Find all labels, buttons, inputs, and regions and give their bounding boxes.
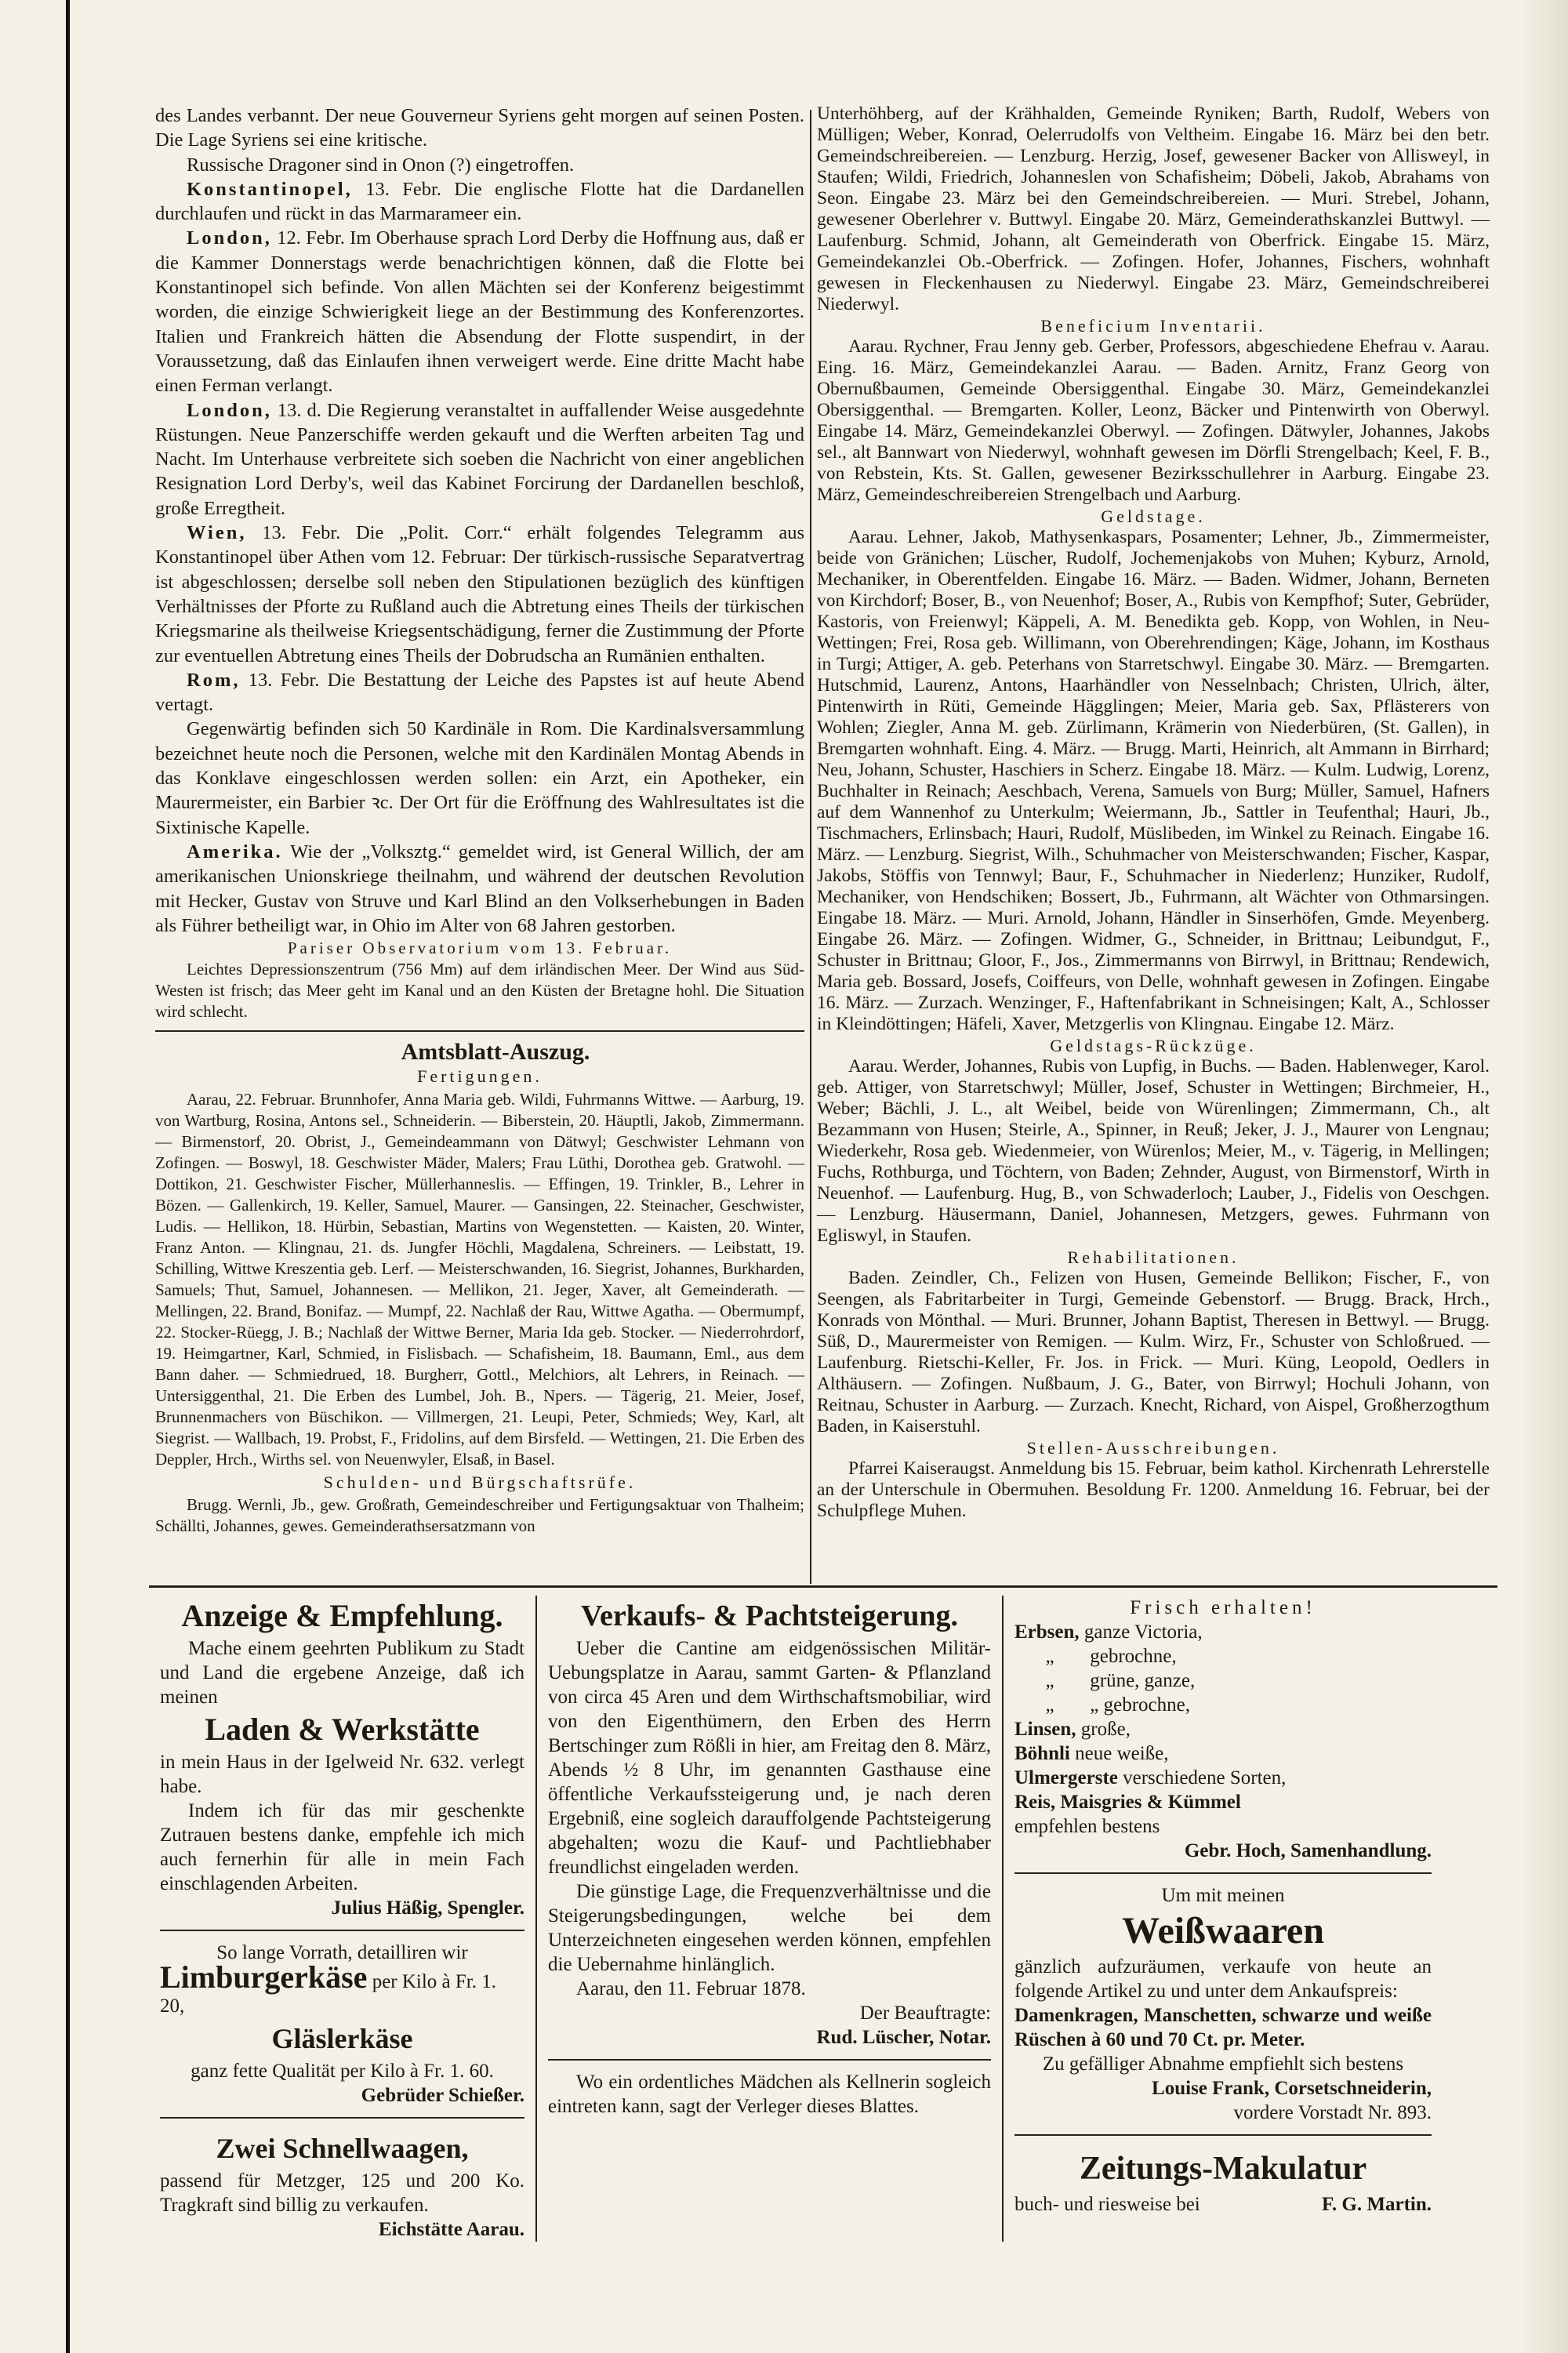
ad-waagen-signature: Eichstätte Aarau. [378, 2219, 524, 2240]
ad-frisch-item [1014, 1669, 1432, 1693]
ad-frisch-outro: empfehlen bestens [1014, 1816, 1160, 1837]
ad-makulatur-headline: Zeitungs-Makulatur [1079, 2151, 1367, 2187]
rehabilitationen-title: Rehabilitationen. [1067, 1247, 1240, 1267]
news-text: Russische Dragoner sind in Onon (?) eingetroffen. [187, 154, 575, 176]
ad-rule [160, 1930, 524, 1931]
news-item [155, 103, 804, 153]
ad-frisch-item [1014, 1790, 1432, 1814]
ads-column-right [1004, 1596, 1443, 2242]
ad-frisch-item-name: „ [1045, 1670, 1054, 1691]
observatory-text: Leichtes Depressionszentrum (756 Mm) auf dem irländischen Meer. Der Wind aus Süd-Westen ist frisch; das Meer geht im Kanal und an den Küsten der Bretagne hohl. Die Situation wird schlecht. [155, 960, 804, 1022]
rueckzuege-title: Geldstags-Rückzüge. [1050, 1036, 1257, 1055]
ad-frisch-title: Frisch erhalten! [1130, 1597, 1316, 1618]
ads-divider [149, 1585, 1497, 1588]
news-text: 12. Febr. Im Oberhause sprach Lord Derby die Hoffnung aus, daß er die Kammer Donnerstags werde benachrichtigen können, daß die Flotte bei Konstantinopel sich befinde. Von allen Mächten sei der Konferenz beigestimmt worden, die einzige Schwierigkeit liege an der Bestimmung des Konferenzortes. Italien und Frankreich hätten die Absendung der Flotte suspendirt, in der Voraussetzung, daß das Einlaufen ihnen verweigert werde. Eine dritte Macht habe einen Ferman verlangt. [155, 227, 804, 397]
news-item [155, 226, 804, 398]
ad-kaese-item2: Gläslerkäse [271, 2023, 413, 2054]
ad-empfehlung-address: in mein Haus in der Igelweid Nr. 632. verlegt habe. [160, 1752, 524, 1797]
ad-kellnerin-text: Wo ein ordentliches Mädchen als Kellnerin sogleich eintreten kann, sagt der Verleger dieses Blattes. [548, 2072, 991, 2117]
ad-weisswaaren-signature: Louise Frank, Corsetschneiderin, [1152, 2078, 1432, 2099]
news-dateline: Konstantinopel, [187, 178, 353, 200]
ad-frisch-item-desc: neue weiße, [1075, 1743, 1169, 1764]
ad-weisswaaren-address: vordere Vorstadt Nr. 893. [1233, 2102, 1432, 2123]
page-binding-edge [66, 0, 70, 2353]
ad-steigerung-title: Verkaufs- & Pachtsteigerung. [581, 1600, 958, 1632]
ad-weisswaaren-body: gänzlich aufzuräumen, verkaufe von heute an folgende Artikel zu und unter dem Ankaufspreis: [1014, 1956, 1432, 2002]
ad-kaese-intro: So lange Vorrath, detailliren wir [216, 1942, 468, 1963]
rehabilitationen-text: Baden. Zeindler, Ch., Felizen von Husen, Gemeinde Bellikon; Fischer, F., von Seengen, als Fabritarbeiter in Turgi, Gemeinde Gebenstorf. — Brugg. Brack, Hrch., Konrads von Mönthal. — Muri. Brunner, Johann Baptist, Theresen in Bettwyl. — Brugg. Süß, D., Maurermeister von Remigen. — Kulm. Wirz, Fr., Schuster von Schloßrued. — Laufenburg. Rietschi-Keller, Fr. Jos. in Frick. — Muri. Küng, Leopold, Oedlers in Althäusern. — Zofingen. Nußbaum, J. G., Bater, von Birrwyl; Hochuli Johann, von Reitnau, Schuster in Aarburg. — Zurzach. Knecht, Richard, von Aispel, Großherzogthum Baden, in Kaiserstuhl. [817, 1268, 1490, 1436]
news-dateline: Rom, [187, 669, 241, 691]
ad-empfehlung-signature: Julius Häßig, Spengler. [331, 1897, 524, 1919]
ad-steigerung-signature: Rud. Lüscher, Notar. [816, 2027, 991, 2048]
ad-rule [1014, 2134, 1432, 2136]
ad-frisch-item [1014, 1741, 1432, 1766]
advertisements [149, 1596, 1443, 2242]
news-dateline: London, [187, 227, 272, 249]
ad-frisch-item [1014, 1620, 1432, 1644]
news-text: 13. Febr. Die englische Flotte hat die Dardanellen durchlaufen und rückt in das Marmarameer ein. [155, 178, 804, 225]
ad-kaese-item1-price: per Kilo à Fr. 1. 20, [160, 1971, 497, 2017]
intro-text: Unterhöhberg, auf der Krähhalden, Gemeinde Ryniken; Barth, Rudolf, Webers von Mülligen; Weber, Konrad, Oelerrudolfs von Veltheim. Eingabe 16. März bei den betr. Gemeindschreibereien. — Lenzburg. Herzig, Josef, gewesener Backer von Allisweyl, in Staufen; Wildi, Friedrich, Johanneslen von Schafisheim; Döbeli, Jakob, Abrahams von Seon. Eingabe 23. März bei den Gemeindschreibereien. — Muri. Strebel, Johann, gewesener Oberlehrer v. Buttwyl. Eingabe 20. März, Gemeinderathskanzlei Buttwyl. — Laufenburg. Schmid, Johann, alt Gemeinderath von Oberfrick. Eingabe 15. März, Gemeindekanzlei Ob.-Oberfrick. — Zofingen. Hofer, Johannes, Fischers, wohnhaft gewesen in Fleckenhausen zu Niederwyl. Eingabe 23. März, Gemeindschreiberei Niederwyl. [817, 103, 1490, 314]
news-item [155, 398, 804, 521]
ad-frisch-item [1014, 1693, 1432, 1717]
ads-column-middle [537, 1596, 1004, 2242]
ad-rule [1014, 1872, 1432, 1874]
ad-frisch-item-name: Böhnli [1014, 1743, 1070, 1764]
fertigungen-text: Aarau, 22. Februar. Brunnhofer, Anna Maria geb. Wildi, Fuhrmanns Wittwe. — Aarburg, 19. von Wartburg, Rosina, Antons sel., Schneiderin. — Biberstein, 20. Häuptli, Jakob, Zimmermann. — Birmenstorf, 20. Obrist, J., Gemeindeammann von Dätwyl; Geschwister Lehmann von Zofingen. — Boswyl, 18. Geschwister Mäder, Malers; Frau Lüthi, Dorothea geb. Gratwohl. — Dottikon, 21. Geschwister Fischer, Müllerhanneslis. — Effingen, 19. Trinkler, B., Lehrer in Bözen. — Gallenkirch, 19. Keller, Samuel, Maurer. — Gansingen, 22. Steinacher, Geschwister, Ludis. — Hellikon, 18. Hürbin, Sebastian, Martins von Wegenstetten. — Kaisten, 20. Winter, Franz Anton. — Klingnau, 21. ds. Jungfer Höchli, Magdalena, Schreiners. — Leibstatt, 19. Schilling, Wittwe Kreszentia geb. Lerf. — Meisterschwanden, 16. Siegrist, Johannes, Burkharden, Samuels; Thut, Samuel, Johannesen. — Mellikon, 21. Jeger, Xaver, alt Gemeinderath. — Mellingen, 22. Brand, Bonifaz. — Mumpf, 22. Nachlaß der Rau, Wittwe Agatha. — Obermumpf, 22. Stocker-Rüegg, J. B.; Nachlaß der Wittwe Berner, Maria Ida geb. Stocker. — Niederrohrdorf, 19. Heimgartner, Karl, Schmied, in Fislisbach. — Schafisheim, 18. Baumann, Eml., aus dem Bann daher. — Schmiedrued, 18. Burgherr, Gottl., Melchiors, alt Lehrers, in Reinach. — Untersiggenthal, 21. Die Erben des Lumbel, Joh. B., Npers. — Tägerig, 21. Meier, Josef, Brunnenmachers von Büschikon. — Villmergen, 21. Leupi, Peter, Schmieds; Wey, Karl, alt Siegrist. — Wallbach, 19. Probst, F., Fridolins, auf dem Birsfeld. — Wettingen, 21. Die Erben des Deppler, Hrch., Wirths sel. von Neuenwyler, Elsaß, in Basel. [155, 1089, 804, 1469]
news-text: Gegenwärtig befinden sich 50 Kardinäle in Rom. Die Kardinalsversammlung bezeichnet heute noch die Personen, welche mit den Kardinälen Montag Abends in das Konklave eingeschlossen werden sollen: ein Arzt, ein Apotheker, ein Maurermeister, ein Barbier ꝛc. Der Ort für die Eröffnung des Wahlresultates ist die Sixtinische Kapelle. [155, 718, 804, 838]
ad-steigerung-role: Der Beauftragte: [859, 2003, 991, 2024]
stellen-title: Stellen-Ausschreibungen. [1026, 1438, 1280, 1458]
news-text: 13. d. Die Regierung veranstaltet in auffallender Weise ausgedehnte Rüstungen. Neue Panzerschiffe werden gekauft und die Werften arbeiten Tag und Nacht. Im Unterhause verbreitete sich soeben die Nachricht von einer angeblichen Resignation Lord Derby's, weil das Kabinet Forcirung der Dardanellen beschloß, große Erregtheit. [155, 399, 804, 519]
ad-weisswaaren-outro: Zu gefälliger Abnahme empfiehlt sich bestens [1042, 2053, 1404, 2075]
ad-makulatur-body: buch- und riesweise bei [1014, 2194, 1200, 2215]
ad-frisch-item [1014, 1644, 1432, 1669]
left-column [155, 103, 804, 1537]
news-dateline: Wien, [187, 522, 247, 544]
geldstage-title: Geldstage. [1101, 507, 1206, 526]
ad-rule [160, 2117, 524, 2119]
ad-weisswaaren-headline: Weißwaaren [1122, 1910, 1324, 1952]
ad-frisch-item-desc: grüne, ganze, [1090, 1670, 1196, 1691]
ad-frisch-item-name: „ [1045, 1646, 1054, 1667]
news-dateline: Amerika. [187, 841, 283, 862]
news-dateline: London, [187, 399, 272, 421]
news-item [155, 840, 804, 938]
ad-frisch-list [1014, 1620, 1432, 1814]
ad-frisch-item-desc: große, [1080, 1719, 1131, 1740]
news-item [155, 717, 804, 839]
beneficium-title: Beneficium Inventarii. [1040, 316, 1266, 336]
schulden-text: Brugg. Wernli, Jb., gew. Großrath, Gemeindeschreiber und Fertigungsaktuar von Thalheim; Schällti, Johannes, gewes. Gemeinderathsersatzmann von [155, 1494, 804, 1535]
ad-frisch-item [1014, 1766, 1432, 1790]
column-divider [810, 110, 811, 1584]
ad-frisch-item-name: Reis, Maisgries & Kümmel [1014, 1792, 1241, 1813]
rueckzuege-text: Aarau. Werder, Johannes, Rubis von Lupfig, in Buchs. — Baden. Hablenweger, Karol. geb. Attiger, von Starretschwyl; Müller, Josef, Schuster in Wettingen; Birchmeier, H., Weber; Bächli, J. L., alt Weibel, beide von Würenlingen; Zimmermann, Ch., alt Bezammann von Husen; Steirle, A., Spinner, in Reuß; Jeker, J. J., Maurer von Lengnau; Wiederkehr, Rosa geb. Wiedenmeier, von Würenlos; Meier, M., v. Tägerig, in Mellingen; Fuchs, Rothburga, und Töchtern, von Baden; Zehnder, August, von Birmenstorf, Wirth in Neuenhof. — Laufenburg. Hug, B., von Schwaderloch; Lauber, J., Fidelis von Oeschgen. — Lenzburg. Häusermann, Daniel, Johannesen, Metzgers, gewes. Fuhrmann von Egliswyl, in Staufen. [817, 1056, 1490, 1246]
ad-kaese-item2-price: ganz fette Qualität per Kilo à Fr. 1. 60. [191, 2061, 494, 2082]
ad-steigerung-body2: Die günstige Lage, die Frequenzverhältnisse und die Steigerungsbedingungen, welche bei dem Unterzeichneten eingesehen werden können, empfehlen die Uebernahme hinlänglich. [548, 1881, 991, 1975]
stellen-text: Pfarrei Kaiseraugst. Anmeldung bis 15. Februar, beim kathol. Kirchenrath Lehrerstelle an der Unterschule in Obermuhen. Besoldung Fr. 1200. Anmeldung 16. Februar, bei der Schulpflege Muhen. [817, 1458, 1490, 1521]
news-text: des Landes verbannt. Der neue Gouverneur Syriens geht morgen auf seinen Posten. Die Lage Syriens sei eine kritische. [155, 105, 804, 151]
ad-frisch-item-desc: „ gebrochne, [1090, 1694, 1190, 1716]
ad-frisch-signature: Gebr. Hoch, Samenhandlung. [1184, 1840, 1432, 1861]
section-rule [155, 1030, 804, 1032]
fertigungen-title: Fertigungen. [417, 1066, 543, 1087]
ad-frisch-item [1014, 1717, 1432, 1741]
ad-frisch-item-name: „ [1045, 1694, 1054, 1716]
news-item [155, 177, 804, 227]
geldstage-text: Aarau. Lehner, Jakob, Mathysenkaspars, Posamenter; Lehner, Jb., Zimmermeister, beide von Gränichen; Lüscher, Rudolf, Jochemenjakobs von Muhen; Kyburz, Arnold, Mechaniker, in Oberentfelden. Eingabe 16. März. — Baden. Widmer, Johann, Berneten von Kirchdorf; Boser, B., von Neuenhof; Boser, A., Rubis von Kempfhof; Suter, Gebrüder, Kastoris, von Freienwyl; Käppeli, A. M. Benedikta geb. Kopp, von Wohlen, in Neu-Wettingen; Frei, Rosa geb. Willimann, von Oberehrendingen; Käge, Johann, im Kosthaus in Turgi; Attiger, A. geb. Peterhans von Starretschwyl. Eingabe 30. März. — Bremgarten. Hutschmid, Laurenz, Antons, Haarhändler von Nesselnbach; Christen, Ulrich, älter, Pintenwirth in Rüti, Gemeinde Hägglingen; Meier, Maria geb. Sax, Pflästerers von Wohlen; Ziegler, Anna M. geb. Zürlimann, Krämerin von Niederbüren, (St. Gallen), in Bremgarten wohnhaft. Eing. 4. März. — Brugg. Marti, Heinrich, alt Ammann in Birrhard; Neu, Johann, Schuster, Haschiers in Scherz. Eingabe 18. März. — Kulm. Ludwig, Lorenz, Buchhalter in Reinach; Aeschbach, Verena, Samuels von Burg; Müller, Samuel, Hafners auf dem Wannenhof zu Unterkulm; Weiermann, Jb., Sattler in Teufenthal; Hauri, Jb., Tischmachers, Erlinsbach; Hauri, Rudolf, Müslibeden, im Winkel zu Reinach. Eingabe 16. März. — Lenzburg. Siegrist, Wilh., Schuhmacher von Meisterschwanden; Fischer, Kaspar, Jakobs, Stöffis von Tennwyl; Baur, F., Schuhmacher in Niederlenz; Hunziker, Rudolf, Mechaniker, von Hendschiken; Bossert, Jb., Fuhrmann, alt Wächter von Othmarsingen. Eingabe 18. März. — Muri. Arnold, Johann, Händler in Sinserhöfen, Gmde. Meyenberg. Eingabe 26. März. — Zofingen. Widmer, G., Schneider, in Brittnau; Leibundgut, F., Schuster in Brittnau; Gloor, F., Jos., Zimmermanns von Birrwyl, in Brittnau; Rendewich, Maria geb. Bossard, Josefs, Coiffeurs, von Delle, wohnhaft gewesen in Zofingen. Eingabe 16. März. — Zurzach. Wenzinger, F., Haftenfabrikant in Schneisingen; Kalt, A., Schlosser in Kleindöttingen; Häfeli, Xaver, Metzgerlis von Klingnau. Eingabe 12. März. [817, 527, 1490, 1034]
ad-frisch-item-name: Erbsen, [1014, 1621, 1080, 1643]
ad-waagen-title: Zwei Schnellwaagen, [216, 2133, 469, 2164]
ads-column-left [149, 1596, 537, 2242]
news-text: 13. Febr. Die „Polit. Corr.“ erhält folgendes Telegramm aus Konstantinopel über Athen vom 12. Februar: Der türkisch-russische Separatvertrag ist abgeschlossen; derselbe soll neben den Stipulationen bezüglich des künftigen Verhältnisses der Pforte zu Rußland auch die Abtretung eines Theils der türkischen Kriegsmarine als theilweise Kriegsentschädigung, ferner die Zustimmung der Pforte zur eventuellen Abtretung eines Theils der Dobrudscha an Rumänien enthalten. [155, 522, 804, 666]
ad-frisch-item-name: Linsen, [1014, 1719, 1076, 1740]
ad-weisswaaren-intro: Um mit meinen [1161, 1885, 1285, 1906]
ad-empfehlung-intro: Mache einem geehrten Publikum zu Stadt und Land die ergebene Anzeige, daß ich meinen [160, 1638, 524, 1708]
ad-frisch-item-desc: gebrochne, [1090, 1646, 1177, 1667]
ad-makulatur-signature: F. G. Martin. [1321, 2194, 1432, 2215]
ad-empfehlung-headline: Laden & Werkstätte [205, 1712, 480, 1747]
news-list [155, 103, 804, 938]
beneficium-text: Aarau. Rychner, Frau Jenny geb. Gerber, Professors, abgeschiedene Ehefrau v. Aarau. Eing. 16. März, Gemeindekanzlei Aarau. — Baden. Arnitz, Franz Georg von Obernußbaumen, Gemeinde Obersiggenthal. Eingabe 30. März, Gemeindekanzlei Obersiggenthal. — Bremgarten. Koller, Leonz, Bäcker und Pintenwirth von Oberwyl. Eingabe 14. März, Gemeindekanzlei Oberwyl. — Zofingen. Dätwyler, Johannes, Jakobs sel., alt Bannwart von Niederwyl, wohnhaft gewesen im Dörfli Strengelbach; Keel, F. B., von Rebstein, Kts. St. Gallen, gewesener Bezirksschullehrer in Aarburg. Eingabe 23. März, Gemeindeschreibereien Strengelbach und Aarburg. [817, 336, 1490, 505]
ad-steigerung-date: Aarau, den 11. Februar 1878. [576, 1978, 806, 1999]
news-text: Wie der „Volksztg.“ gemeldet wird, ist General Willich, der am amerikanischen Unionskriege theilnahm, und während der deutschen Revolution mit Hecker, Gustav von Struve und Karl Blind an den Volkserhebungen in Baden als Führer betheiligt war, in Ohio im Alter von 68 Jahren gestorben. [155, 841, 804, 936]
ad-weisswaaren-items: Damenkragen, Manschetten, schwarze und weiße Rüschen à 60 und 70 Ct. pr. Meter. [1014, 2005, 1432, 2050]
observatory-title: Pariser Observatorium vom 13. Februar. [287, 939, 673, 958]
ad-kaese-item1: Limburgerkäse [160, 1959, 368, 1995]
page-shadow [1521, 0, 1568, 2353]
ad-empfehlung-body: Indem ich für das mir geschenkte Zutrauen bestens danke, empfehle ich mich auch fernerhin für alle in mein Fach einschlagenden Arbeiten. [160, 1800, 524, 1894]
ad-steigerung-body: Ueber die Cantine am eidgenössischen Militär-Uebungsplatze in Aarau, sammt Garten- & Pflanzland von circa 45 Aren und dem Wirthschaftsmobiliar, wird von den Eigenthümern, den Erben des Herrn Bertschinger zum Rößli in hier, am Freitag den 8. März, Abends ½ 8 Uhr, im genannten Gasthause eine öffentliche Verkaufssteigerung und, je nach deren Ergebniß, eine sogleich darauffolgende Pachtsteigerung abgehalten; wozu die Kauf- und Pachtliebhaber freundlichst eingeladen werden. [548, 1638, 991, 1878]
ad-rule [548, 2059, 991, 2061]
right-column [817, 103, 1490, 1522]
amtsblatt-title: Amtsblatt-Auszug. [401, 1039, 590, 1066]
ad-waagen-body: passend für Metzger, 125 und 200 Ko. Tragkraft sind billig zu verkaufen. [160, 2170, 524, 2216]
news-item [155, 153, 804, 177]
news-item [155, 668, 804, 717]
ad-frisch-item-name: Ulmergerste [1014, 1767, 1118, 1788]
schulden-title: Schulden- und Bürgschaftsrüfe. [323, 1472, 637, 1492]
ad-empfehlung-title: Anzeige & Empfehlung. [181, 1598, 503, 1633]
ad-frisch-item-desc: ganze Victoria, [1083, 1621, 1203, 1643]
news-text: 13. Febr. Die Bestattung der Leiche des Papstes ist auf heute Abend vertagt. [155, 669, 804, 716]
news-item [155, 521, 804, 668]
ad-frisch-item-desc: verschiedene Sorten, [1123, 1767, 1287, 1788]
ad-kaese-signature: Gebrüder Schießer. [361, 2085, 524, 2106]
